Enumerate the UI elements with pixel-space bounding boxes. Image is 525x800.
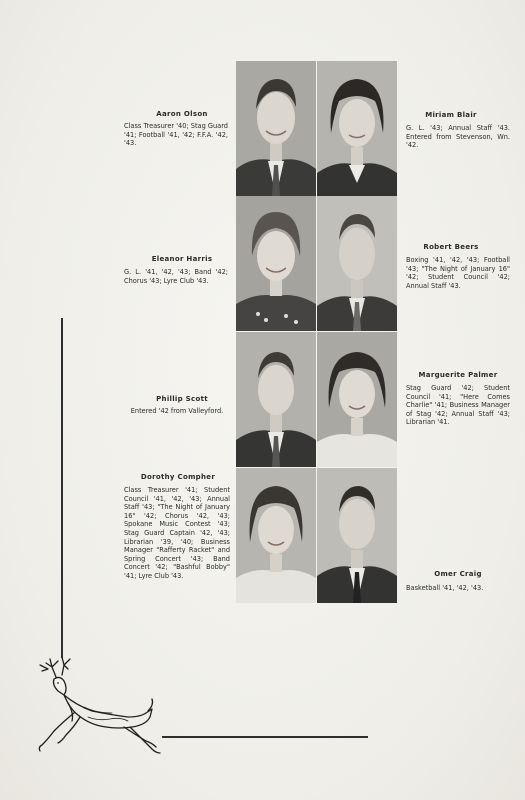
decorative-horizontal-line: [162, 736, 368, 738]
portrait-miriam-blair: [317, 61, 397, 196]
student-bio-phillip-scott: Entered '42 from Valleyford.: [130, 407, 224, 415]
student-bio-miriam-blair: G. L. '43; Annual Staff '43. Entered from Stevenson, Wn. '42.: [406, 124, 510, 150]
student-bio-dorothy-compher: Class Treasurer '41; Student Council '41, '42, '43; Annual Staff '43; "The Night of January 16" '42; Chorus '42, '43; Spokane Music Contest '43; Stag Guard Captain '42, '43; Librarian '39, '40; Business Manager "Rafferty Racket" and Spring Concert '43; Band Concert '42; "Bashful Bobby" '41; Lyre Club '43.: [124, 486, 230, 580]
student-bio-robert-beers: Boxing '41, '42, '43; Football '43; "The Night of January 16" '42; Student Council '42; Annual Staff '43.: [406, 256, 510, 290]
student-name-aaron-olson: Aaron Olson: [156, 110, 208, 118]
leaping-stag-illustration: [28, 655, 163, 765]
student-name-robert-beers: Robert Beers: [423, 243, 479, 251]
student-bio-omer-craig: Basketball '41, '42, '43.: [406, 584, 484, 592]
portrait-marguerite-palmer: [317, 332, 397, 467]
student-name-miriam-blair: Miriam Blair: [425, 111, 477, 119]
portrait-robert-beers: [317, 196, 397, 331]
student-name-phillip-scott: Phillip Scott: [156, 395, 208, 403]
portrait-omer-craig: [317, 468, 397, 603]
student-name-omer-craig: Omer Craig: [434, 570, 482, 578]
decorative-vertical-line: [61, 318, 63, 658]
student-name-dorothy-compher: Dorothy Compher: [140, 473, 216, 481]
portrait-aaron-olson: [236, 61, 316, 196]
student-bio-aaron-olson: Class Treasurer '40; Stag Guard '41; Football '41, '42; F.F.A. '42, '43.: [124, 122, 228, 148]
student-name-eleanor-harris: Eleanor Harris: [151, 255, 213, 263]
student-bio-marguerite-palmer: Stag Guard '42; Student Council '41; "Here Comes Charlie" '41; Business Manager of Stag '42; Annual Staff '43; Librarian '41.: [406, 384, 510, 427]
portrait-dorothy-compher: [236, 468, 316, 603]
student-name-marguerite-palmer: Marguerite Palmer: [418, 371, 498, 379]
portrait-phillip-scott: [236, 332, 316, 467]
portrait-eleanor-harris: [236, 196, 316, 331]
student-bio-eleanor-harris: G. L. '41, '42, '43; Band '42; Chorus '43; Lyre Club '43.: [124, 268, 228, 285]
